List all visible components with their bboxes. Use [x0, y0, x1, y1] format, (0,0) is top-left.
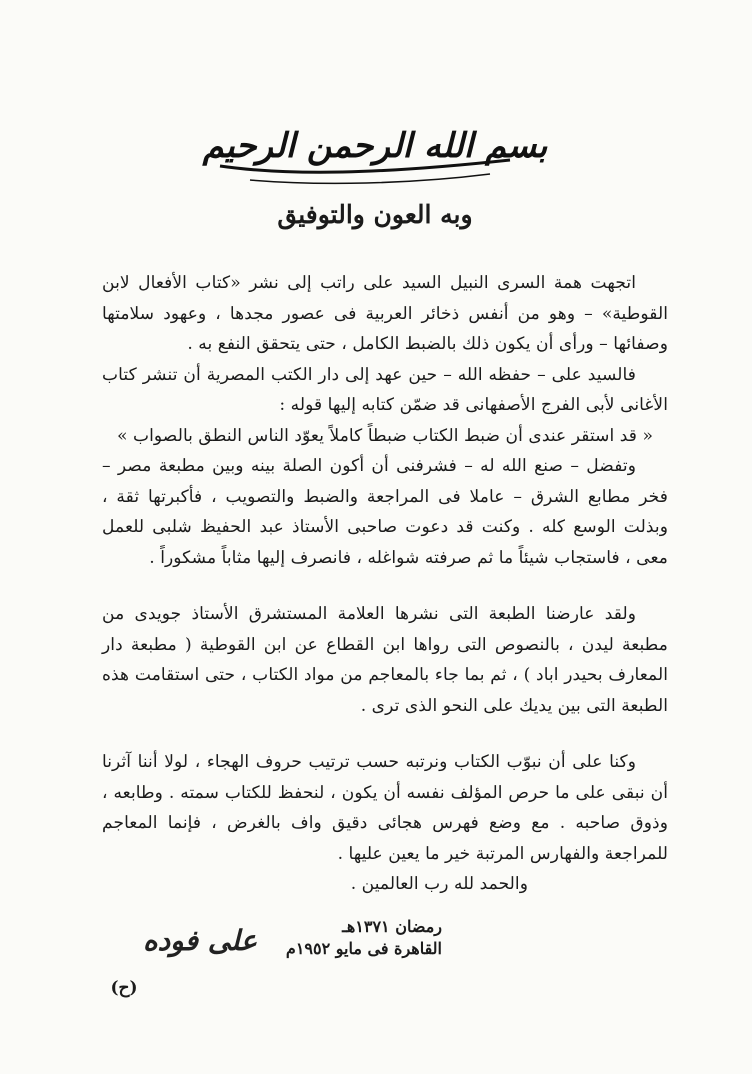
- paragraph-5: وكنا على أن نبوّب الكتاب ونرتبه حسب ترتيب حروف الهجاء ، لولا أننا آثرنا أن نبقى على ما حرص المؤلف نفسه أن يكون ، لنحفظ للكتاب سمته . وطابعه ، وذوق صاحبه . مع وضع فهرس هجائى دقيق واف بالغرض ، فإنما المعاجم للمراجعة والفهارس المرتبة خير ما يعين عليها .: [102, 752, 668, 864]
- preface-body: [102, 268, 668, 900]
- paragraph-1: اتجهت همة السرى النبيل السيد على راتب إلى نشر «كتاب الأفعال لابن القوطية» – وهو من أنفس ذخائر العربية فى عصور مجدها ، وعهود سلامتها وصفائها – ورأى أن يكون ذلك بالضبط الكامل ، حتى يتحقق النفع به .: [102, 273, 668, 354]
- date-hijri: رمضان ١٣٧١هـ: [342, 917, 442, 936]
- date-gregorian: مايو ١٩٥٢م: [285, 939, 362, 958]
- paragraph-3: وتفضل – صنع الله له – فشرفنى أن أكون الصلة بينه وبين مطبعة مصر – فخر مطابع الشرق – عاملا فى المراجعة والضبط والتصويب ، فأكبرتها ثقة ، وبذلت الوسع كله . وكنت قد دعوت صاحبى الأستاذ عبد الحفيظ شلبى للعمل معى ، فاستجاب شيئاً ما ثم صرفته شواغله ، فانصرف إليها مثاباً مشكوراً .: [102, 456, 668, 568]
- bismillah-text: بسم الله الرحمن الرحيم: [202, 126, 548, 166]
- paragraph-2: فالسيد على – حفظه الله – حين عهد إلى دار الكتب المصرية أن تنشر كتاب الأغانى لأبى الفرج الأصفهانى قد ضمّن كتابه إليها قوله :: [102, 364, 668, 415]
- signature-text: على فوده: [142, 924, 258, 957]
- paragraph-4: ولقد عارضنا الطبعة التى نشرها العلامة المستشرق الأستاذ جويدى من مطبعة ليدن ، بالنصوص التى رواها ابن القطاع عن ابن القوطية ( مطبعة دار المعارف بحيدر اباد ) ، ثم بما جاء بالمعاجم من مواد الكتاب ، حتى استقامت هذه الطبعة التى بين يديك على النحو الذى ترى .: [102, 604, 668, 716]
- quoted-statement: « قد استقر عندى أن ضبط الكتاب ضبطاً كاملاً يعوّد الناس النطق بالصواب »: [116, 425, 653, 446]
- place-date-block: [272, 916, 442, 960]
- bismillah-calligraphy: [180, 120, 570, 190]
- page-subtitle: وبه العون والتوفيق: [277, 200, 473, 229]
- author-signature: [140, 920, 260, 970]
- place-name: القاهرة فى: [367, 939, 442, 958]
- closing-praise: والحمد لله رب العالمين .: [350, 874, 528, 894]
- page-number: (ح): [110, 978, 138, 998]
